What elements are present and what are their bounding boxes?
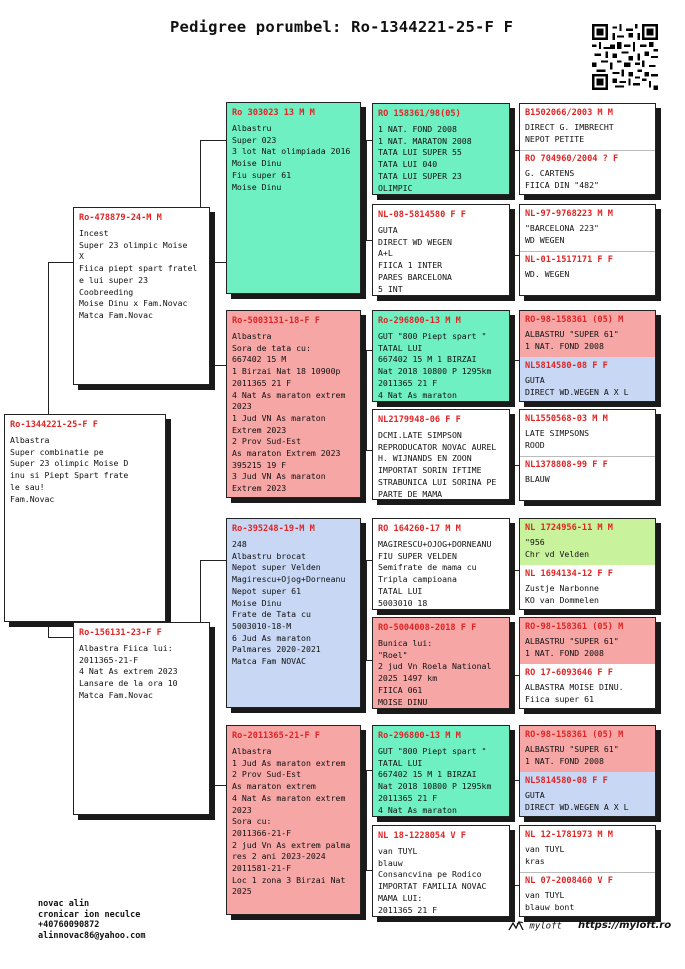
pigeon-card-gen4[interactable]	[520, 456, 656, 501]
pigeon-notes: Zustje Narbonne KO van Dommelen	[525, 583, 599, 605]
ring-number: RO-98-158361 (05) M	[525, 315, 624, 325]
ring-number: Ro 303023 13 M M	[232, 108, 315, 118]
pigeon-pair-gen4	[519, 518, 656, 610]
pigeon-card-gen3[interactable]	[372, 825, 510, 917]
pigeon-card-gen3[interactable]	[372, 310, 510, 402]
qr-code-icon	[592, 24, 658, 90]
ring-number: NL 12-1781973 M M	[525, 830, 613, 840]
pigeon-card-grandsire-maternal[interactable]	[226, 518, 361, 708]
ring-number: B1502066/2003 M M	[525, 108, 613, 118]
pigeon-card-gen3[interactable]	[372, 103, 510, 195]
pigeon-notes: 248 Albastru brocat Nepot super Velden Magirescu+Ojog+Dorneanu Nepot super 61 Moise Dinu Frate de Tata cu 5003010-18-M 6 Jud As maraton Palmares 2020-2021 Matca Fam NOVAC	[232, 539, 346, 667]
page-title: Pedigree porumbel: Ro-1344221-25-F F	[170, 18, 514, 36]
pigeon-card-gen4[interactable]	[520, 726, 656, 772]
pigeon-notes: DCMI.LATE SIMPSON REPRODUCATOR NOVAC AUREL H. WIJNANDS EN ZOON IMPORTAT SORIN IFTIME STRABUNICA LUI SORINA PE PARTE DE MAMA	[378, 430, 497, 499]
pigeon-pair-gen4	[519, 725, 656, 817]
ring-number: NL 18-1228054 V F	[378, 831, 466, 841]
pigeon-notes: Albastra Sora de tata cu: 667402 15 M 1 Birzai Nat 18 10900p 2011365 21 F 4 Nat As maraton extrem 2023 1 Jud VN As maraton Extrem 2023 2 Prov Sud-Est As maraton Extrem 2023 395215 19 F 3 Jud VN As maraton Extrem 2023	[232, 331, 346, 494]
pigeon-card-gen3[interactable]	[372, 725, 510, 817]
connector	[361, 770, 372, 771]
ring-number: NL5814580-08 F F	[525, 361, 608, 371]
ring-number: NL2179948-06 F F	[378, 415, 461, 425]
ring-number: NL1550568-03 M M	[525, 414, 608, 424]
pigeon-card-gen4[interactable]	[520, 519, 656, 565]
pigeon-card-gen4[interactable]	[520, 618, 656, 664]
pigeon-notes: MAGIRESCU+OJOG+DORNEANU FIU SUPER VELDEN Semifrate de mama cu Tripla campioana TATAL LUI 5003010 18	[378, 539, 492, 608]
ring-number: NL-97-9768223 M M	[525, 209, 613, 219]
pigeon-card-subject[interactable]	[4, 414, 166, 622]
ring-number: NL 1694134-12 F F	[525, 569, 613, 579]
connector	[510, 885, 519, 886]
pigeon-notes: Albastra Fiica lui: 2011365-21-F 4 Nat As extrem 2023 Lansare de la ora 10 Matca Fam.Novac	[79, 643, 178, 700]
ring-number: NL-08-5814580 F F	[378, 210, 466, 220]
pigeon-card-granddam-maternal[interactable]	[226, 725, 361, 915]
pigeon-card-gen4[interactable]	[520, 251, 656, 296]
pigeon-card-gen4[interactable]	[520, 311, 656, 357]
connector	[510, 255, 519, 256]
pigeon-notes: van TUYL kras	[525, 844, 565, 866]
pigeon-notes: ALBASTRU "SUPER 61" 1 NAT. FOND 2008	[525, 329, 619, 351]
pigeon-notes: Albastra 1 Jud As maraton extrem 2 Prov Sud-Est As maraton extrem 4 Nat As maraton extrem 2023 Sora cu: 2011366-21-F 2 jud Vn As extrem palma res 2 ani 2023-2024 2011581-21-F Loc 1 zona 3 Birzai Nat 2025	[232, 746, 351, 897]
owner-contact: novac alin cronicar ion neculce +40760090872 alinnovac86@yahoo.com	[38, 899, 146, 941]
pigeon-notes: DIRECT G. IMBRECHT NEPOT PETITE	[525, 122, 614, 144]
pigeon-notes: ALBASTRA MOISE DINU. Fiica super 61	[525, 682, 624, 704]
pigeon-card-gen4[interactable]	[520, 872, 656, 917]
ring-number: Ro-1344221-25-F F	[10, 420, 98, 430]
ring-number: NL 1724956-11 M M	[525, 523, 613, 533]
connector	[366, 140, 367, 240]
connector	[510, 465, 519, 466]
pigeon-notes: GUTA DIRECT WD.WEGEN A X L	[525, 790, 629, 812]
pigeon-card-sire[interactable]	[73, 207, 210, 385]
pigeon-notes: BLAUW	[525, 474, 550, 484]
website-link[interactable]: https://myloft.ro	[578, 920, 672, 931]
ring-number: Ro-478879-24-M M	[79, 213, 162, 223]
connector	[510, 675, 519, 676]
pigeon-notes: GUT "800 Piept spart " TATAL LUI 667402 15 M 1 BIRZAI Nat 2018 10800 P 1295km 2011365 21 F 4 Nat As maraton	[378, 331, 492, 400]
ring-number: RO 164260-17 M M	[378, 524, 461, 534]
pigeon-card-gen3[interactable]	[372, 409, 510, 500]
connector	[48, 262, 73, 263]
ring-number: Ro-395248-19-M M	[232, 524, 315, 534]
pigeon-notes: 1 NAT. FOND 2008 1 NAT. MARATON 2008 TATA LUI SUPER 55 TATA LUI 040 TATA LUI SUPER 23 OLIMPIC	[378, 124, 472, 193]
ring-number: Ro-296800-13 M M	[378, 316, 461, 326]
pigeon-card-gen4[interactable]	[520, 826, 656, 872]
connector	[361, 350, 372, 351]
pigeon-card-gen4[interactable]	[520, 150, 656, 195]
connector	[366, 350, 367, 450]
pigeon-card-gen4[interactable]	[520, 664, 656, 709]
pigeon-card-gen4[interactable]	[520, 205, 656, 251]
pigeon-notes: GUTA DIRECT WD WEGEN A+L FIICA 1 INTER PARES BARCELONA 5 INT	[378, 225, 452, 294]
pigeon-notes: Incest Super 23 olimpic Moise X Fiica piept spart fratel e lui super 23 Coobreeding Moise Dinu x Fam.Novac Matca Fam.Novac	[79, 228, 198, 320]
ring-number: RO 704960/2004 ? F	[525, 154, 619, 164]
pigeon-card-gen4[interactable]	[520, 565, 656, 610]
pigeon-card-gen3[interactable]	[372, 518, 510, 610]
pigeon-pair-gen4	[519, 409, 656, 501]
connector	[210, 262, 226, 263]
connector	[200, 140, 226, 141]
ring-number: NL-01-1517171 F F	[525, 255, 613, 265]
connector	[200, 560, 226, 561]
ring-number: RO-98-158361 (05) M	[525, 730, 624, 740]
ring-number: RO-5004008-2018 F F	[378, 623, 477, 633]
pigeon-notes: "956 Chr vd Velden	[525, 537, 590, 559]
pigeon-card-gen3[interactable]	[372, 204, 510, 296]
pigeon-notes: GUTA DIRECT WD.WEGEN A X L	[525, 375, 629, 397]
pigeon-notes: Albastra Super combinatie pe Super 23 olimpic Moise D inu si Piept Spart frate le sau! Fam.Novac	[10, 435, 129, 504]
ring-number: RO 17-6093646 F F	[525, 668, 613, 678]
ring-number: NL5814580-08 F F	[525, 776, 608, 786]
pigeon-pair-gen4	[519, 103, 656, 195]
pigeon-notes: van TUYL blauw bont	[525, 890, 575, 912]
pigeon-pair-gen4	[519, 204, 656, 296]
connector	[366, 770, 367, 870]
pigeon-notes: ALBASTRU "SUPER 61" 1 NAT. FOND 2008	[525, 744, 619, 766]
ring-number: RO-98-158361 (05) M	[525, 622, 624, 632]
ring-number: RO 158361/98(05)	[378, 109, 461, 119]
pigeon-card-gen4[interactable]	[520, 357, 656, 402]
pigeon-notes: Bunica lui: "Roel" 2 jud Vn Roela National 2025 1497 km FIICA 061 MOISE DINU	[378, 638, 492, 707]
myloft-logo-text: myloft	[529, 921, 562, 932]
ring-number: Ro-296800-13 M M	[378, 731, 461, 741]
myloft-logo-icon	[508, 920, 524, 932]
connector	[510, 780, 519, 781]
ring-number: Ro-2011365-21-F F	[232, 731, 320, 741]
connector	[510, 150, 519, 151]
pigeon-notes: "BARCELONA 223" WD WEGEN	[525, 223, 599, 245]
ring-number: NL 07-2008460 V F	[525, 876, 613, 886]
ring-number: Ro-5003131-18-F F	[232, 316, 320, 326]
pigeon-notes: van TUYL blauw Consancvina pe Rodico IMPORTAT FAMILIA NOVAC MAMA LUI: 2011365 21 F	[378, 846, 487, 915]
connector	[361, 560, 372, 561]
pigeon-notes: GUT "800 Piept spart " TATAL LUI 667402 15 M 1 BIRZAI Nat 2018 10800 P 1295km 2011365 21 F 4 Nat As maraton	[378, 746, 492, 815]
pigeon-card-gen4[interactable]	[520, 104, 656, 150]
pigeon-card-granddam-paternal[interactable]	[226, 310, 361, 498]
pigeon-card-dam[interactable]	[73, 622, 210, 815]
pigeon-pair-gen4	[519, 617, 656, 709]
myloft-logo	[508, 920, 562, 932]
pigeon-notes: Albastru Super 023 3 lot Nat olimpiada 2016 Moise Dinu Fiu super 61 Moise Dinu	[232, 123, 351, 192]
ring-number: Ro-156131-23-F F	[79, 628, 162, 638]
pigeon-notes: LATE SIMPSONS ROOD	[525, 428, 590, 450]
pigeon-notes: G. CARTENS FIICA DIN "482"	[525, 168, 599, 190]
pigeon-card-gen4[interactable]	[520, 772, 656, 817]
pigeon-notes: ALBASTRU "SUPER 61" 1 NAT. FOND 2008	[525, 636, 619, 658]
pigeon-card-grandsire-paternal[interactable]	[226, 102, 361, 294]
ring-number: NL1378808-99 F F	[525, 460, 608, 470]
pigeon-card-gen3[interactable]	[372, 617, 510, 709]
pigeon-pair-gen4	[519, 310, 656, 402]
connector	[510, 360, 519, 361]
connector	[361, 140, 372, 141]
pigeon-card-gen4[interactable]	[520, 410, 656, 456]
connector	[510, 570, 519, 571]
connector	[48, 637, 73, 638]
pigeon-notes: WD. WEGEN	[525, 269, 570, 279]
connector	[366, 560, 367, 660]
pigeon-pair-gen4	[519, 825, 656, 917]
